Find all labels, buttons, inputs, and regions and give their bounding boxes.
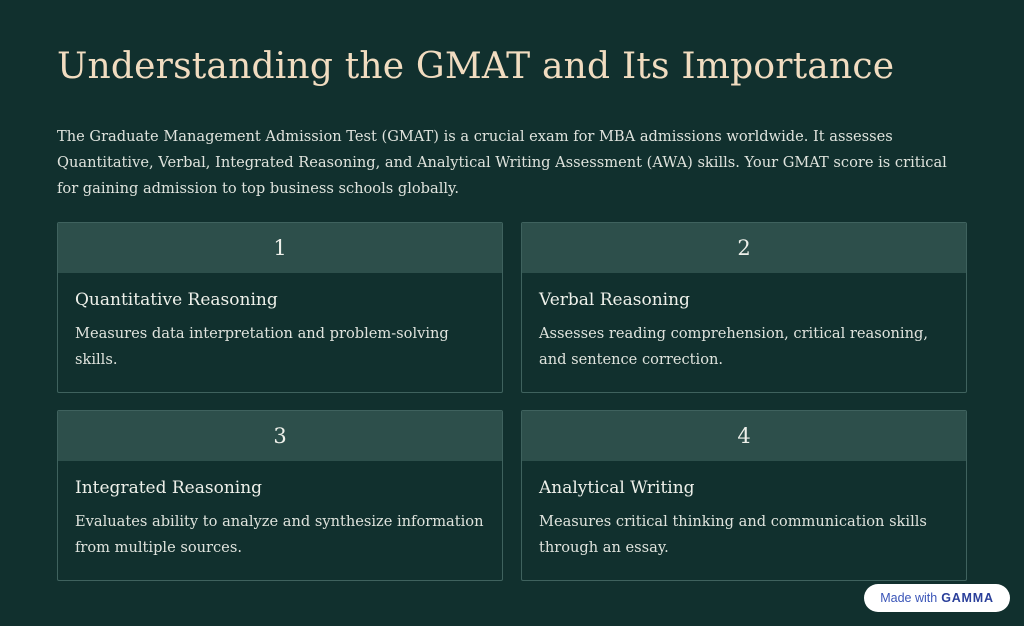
card-title: Analytical Writing <box>539 478 695 498</box>
card-title: Quantitative Reasoning <box>75 290 278 310</box>
card-description: Measures data interpretation and problem-solving skills. <box>75 325 449 368</box>
card-title: Verbal Reasoning <box>539 290 690 310</box>
intro-paragraph: The Graduate Management Admission Test (GMAT) is a crucial exam for MBA admissions worldwide. It assesses Quantitative, Verbal, Integrated Reasoning, and Analytical Writing Assessment (AWA) skills. Your GMAT score is critical for gaining admission to top business schools globally. <box>57 128 947 197</box>
card-body <box>522 273 966 373</box>
card-body <box>522 461 966 561</box>
card-number: 2 <box>522 223 966 273</box>
card-body <box>58 273 502 373</box>
card-verbal-reasoning <box>521 222 967 393</box>
card-description: Measures critical thinking and communication skills through an essay. <box>539 513 927 556</box>
card-body <box>58 461 502 561</box>
slide <box>57 0 967 626</box>
card-description: Assesses reading comprehension, critical reasoning, and sentence correction. <box>539 325 928 368</box>
card-number: 4 <box>522 411 966 461</box>
card-number: 1 <box>58 223 502 273</box>
card-description: Evaluates ability to analyze and synthesize information from multiple sources. <box>75 513 484 556</box>
made-with-gamma-badge[interactable] <box>864 584 1010 612</box>
card-quantitative-reasoning <box>57 222 503 393</box>
page-title: Understanding the GMAT and Its Importance <box>57 46 895 87</box>
gamma-logo: GAMMA <box>941 591 994 605</box>
skills-grid <box>57 222 967 581</box>
badge-prefix: Made with <box>880 591 938 605</box>
card-title: Integrated Reasoning <box>75 478 263 498</box>
card-integrated-reasoning <box>57 410 503 581</box>
card-number: 3 <box>58 411 502 461</box>
card-analytical-writing <box>521 410 967 581</box>
